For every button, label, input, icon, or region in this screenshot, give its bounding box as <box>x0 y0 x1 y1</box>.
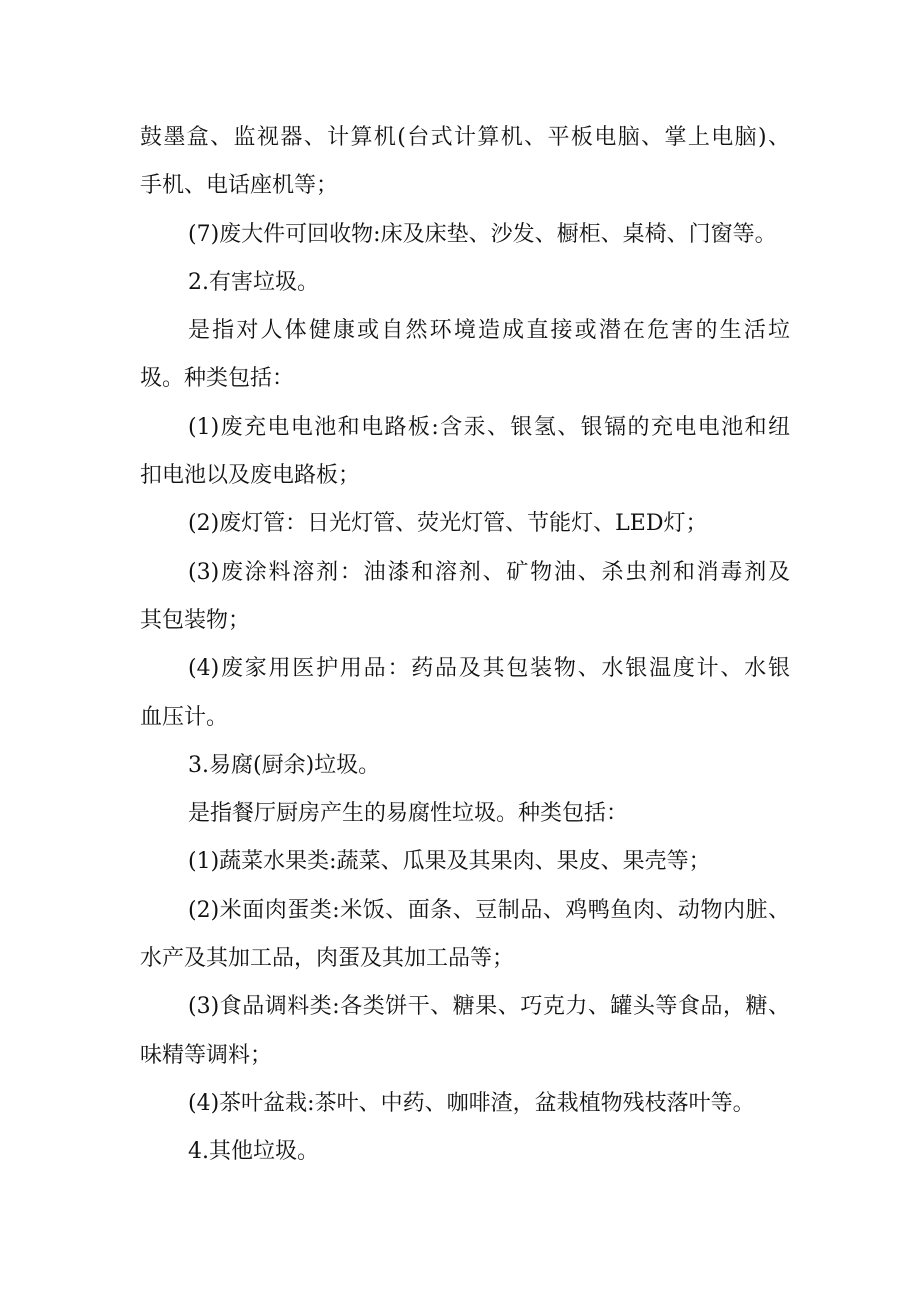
section-heading-other: 4.其他垃圾。 <box>188 1139 319 1165</box>
document-body <box>140 114 790 1177</box>
list-item: (3)食品调料类:各类饼干、糖果、巧克力、罐头等食品，糖、 <box>188 994 790 1020</box>
paragraph-line: 手机、电话座机等； <box>140 173 339 199</box>
section-heading-perishable: 3.易腐(厨余)垃圾。 <box>188 752 381 778</box>
paragraph-line: 扣电池以及废电路板； <box>140 463 361 489</box>
list-item: (4)茶叶盆栽:茶叶、中药、咖啡渣，盆栽植物残枝落叶等。 <box>188 1090 755 1116</box>
paragraph-line: 圾。种类包括： <box>140 366 295 392</box>
paragraph-line: 血压计。 <box>140 704 229 730</box>
list-item: (3)废涂料溶剂：油漆和溶剂、矿物油、杀虫剂和消毒剂及 <box>188 559 790 585</box>
paragraph-line: 鼓墨盒、监视器、计算机(台式计算机、平板电脑、掌上电脑)、 <box>140 125 790 150</box>
paragraph-line: 味精等调料； <box>140 1042 273 1068</box>
list-item: (1)废充电电池和电路板:含汞、银氢、银镉的充电电池和纽 <box>188 414 790 440</box>
paragraph-line: 是指对人体健康或自然环境造成直接或潜在危害的生活垃 <box>188 318 790 344</box>
list-item: (7)废大件可回收物:床及床垫、沙发、橱柜、桌椅、门窗等。 <box>188 221 777 247</box>
paragraph-line: 其包装物； <box>140 607 251 633</box>
list-item: (4)废家用医护用品：药品及其包装物、水银温度计、水银 <box>188 656 790 682</box>
paragraph-line: 是指餐厅厨房产生的易腐性垃圾。种类包括： <box>188 801 629 827</box>
list-item: (1)蔬菜水果类:蔬菜、瓜果及其果肉、果皮、果壳等； <box>188 849 711 875</box>
list-item: (2)废灯管：日光灯管、荧光灯管、节能灯、LED灯； <box>188 511 708 537</box>
section-heading-hazardous: 2.有害垃圾。 <box>188 269 319 295</box>
paragraph-line: 水产及其加工品，肉蛋及其加工品等； <box>140 946 515 972</box>
list-item: (2)米面肉蛋类:米饭、面条、豆制品、鸡鸭鱼肉、动物内脏、 <box>188 897 790 923</box>
